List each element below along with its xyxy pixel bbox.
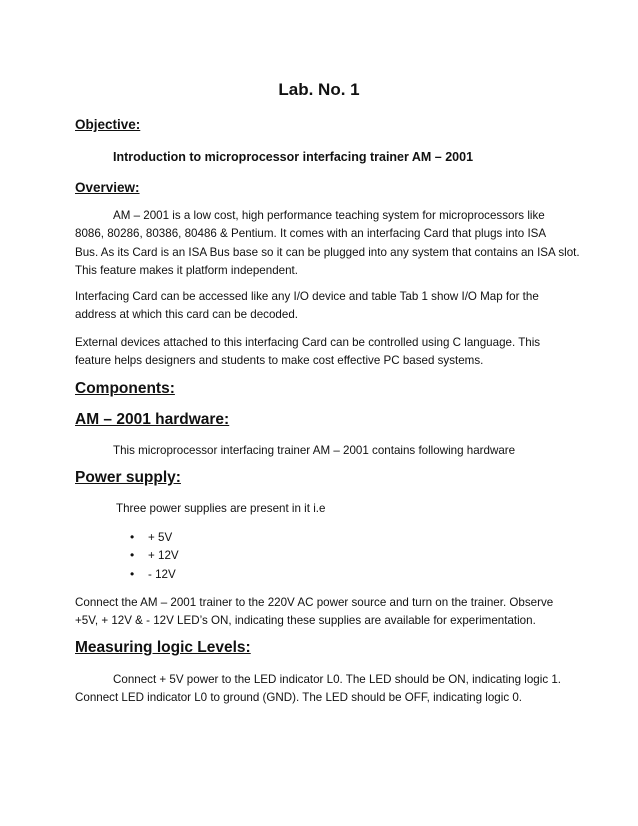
bullet-item bbox=[130, 546, 179, 565]
overview-p2-line: Interfacing Card can be accessed like any I/O device and table Tab 1 show I/O Map for the bbox=[75, 290, 539, 303]
overview-p1-line: AM – 2001 is a low cost, high performance teaching system for microprocessors like bbox=[113, 209, 545, 222]
logic-levels-heading: Measuring logic Levels: bbox=[75, 639, 251, 656]
overview-p1-line: 8086, 80286, 80386, 80486 & Pentium. It comes with an interfacing Card that plugs into ISA bbox=[75, 227, 547, 240]
hardware-text: This microprocessor interfacing trainer AM – 2001 contains following hardware bbox=[113, 444, 516, 457]
overview-heading: Overview: bbox=[75, 180, 140, 195]
logic-levels-line: Connect + 5V power to the LED indicator L0. The LED should be ON, indicating logic 1. bbox=[113, 673, 562, 686]
hardware-heading: AM – 2001 hardware: bbox=[75, 411, 230, 428]
overview-p3-line: External devices attached to this interfacing Card can be controlled using C language. This bbox=[75, 336, 541, 349]
bullet-icon: • bbox=[130, 548, 135, 562]
power-supply-heading: Power supply: bbox=[75, 469, 181, 486]
bullet-item bbox=[130, 528, 173, 547]
bullet-icon: • bbox=[130, 530, 135, 544]
overview-p2-line: address at which this card can be decoded. bbox=[75, 308, 298, 321]
power-connect-line: Connect the AM – 2001 trainer to the 220V AC power source and turn on the trainer. Observe bbox=[75, 596, 554, 609]
overview-p1-line: Bus. As its Card is an ISA Bus base so it can be plugged into any system that contains an ISA slot. bbox=[75, 246, 580, 259]
bullet-item bbox=[130, 565, 176, 584]
components-heading: Components: bbox=[75, 380, 175, 397]
overview-p1-line: This feature makes it platform independent. bbox=[75, 264, 298, 277]
power-supply-intro: Three power supplies are present in it i.e bbox=[116, 502, 326, 515]
power-connect-line: +5V, + 12V & - 12V LED’s ON, indicating these supplies are available for experimentation. bbox=[75, 614, 536, 627]
page-title: Lab. No. 1 bbox=[278, 80, 360, 99]
bullet-text: - 12V bbox=[148, 568, 176, 581]
overview-p3-line: feature helps designers and students to make cost effective PC based systems. bbox=[75, 354, 484, 367]
bullet-text: + 12V bbox=[148, 549, 179, 562]
logic-levels-line: Connect LED indicator L0 to ground (GND). The LED should be OFF, indicating logic 0. bbox=[75, 691, 523, 704]
objective-text: Introduction to microprocessor interfacing trainer AM – 2001 bbox=[113, 150, 474, 164]
objective-heading: Objective: bbox=[75, 117, 141, 132]
bullet-text: + 5V bbox=[148, 531, 173, 544]
bullet-icon: • bbox=[130, 567, 135, 581]
